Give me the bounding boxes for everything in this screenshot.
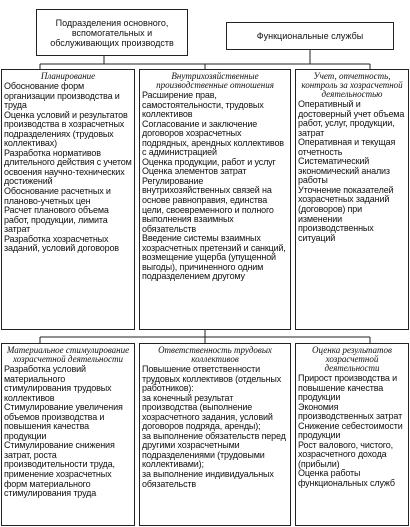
evaluation-item: Экономия производственных затрат [298, 401, 403, 422]
accounting-item: Систематический экономический анализ работы [298, 156, 390, 186]
box-accounting-control [295, 69, 409, 330]
incentives-item: Стимулирование увеличения объемов производства и повышения качества продукции [4, 402, 123, 441]
box-results-evaluation [295, 343, 409, 526]
planning-item: Обоснование форм организации производства и труда [4, 81, 120, 111]
top-box-functional-services-label: Функциональные службы [256, 31, 364, 41]
accounting-item: Оперативная и текущая отчетность [298, 137, 396, 157]
box-responsibility [139, 343, 291, 526]
box-material-incentives [1, 343, 135, 526]
responsibility-item: за выполнение индивидуальных обязательств [142, 469, 274, 489]
evaluation-item: Снижение себестоимости продукции [298, 420, 403, 441]
box-planning-title: Планирование [40, 71, 96, 81]
accounting-item: Уточнение показателей хозрасчетных заданий (договоров) при изменении производственных ситуаций [298, 184, 394, 243]
top-box-functional-services [226, 22, 394, 50]
evaluation-item: Оценка работы функциональных служб [298, 468, 395, 489]
internal-relations-item: Расширение прав, самостоятельности, трудовых коллективов [142, 90, 264, 120]
internal-relations-item: Регулирование внутрихозяйственных связей на основе равноправия, единства цели, своевременного и полного выполнения взаимных обязательств [142, 175, 274, 234]
evaluation-item: Прирост производства и повышение качества продукции [298, 373, 397, 403]
planning-item: Разработка нормативов длительного действия с учетом освоения научно-технических достижений [4, 147, 132, 187]
box-material-incentives-title: Материальное стимулирование хозрасчетной деятельности [6, 345, 130, 364]
box-results-evaluation-title: Оценка результатов хозрасчетной деятельности [312, 345, 392, 373]
evaluation-item: Рост валового, чистого, хозрасчетного дохода (прибыли) [298, 439, 393, 469]
internal-relations-item: Оценка продукции, работ и услуг [142, 156, 276, 167]
internal-relations-item: Введение системы взаимных хозрасчетных претензий и санкций, возмещение ущерба (упущенной выгоды), причиненного одним подразделением другому [142, 233, 286, 282]
accounting-item: Оперативный и достоверный учет объема работ, услуг, продукции, затрат [298, 99, 405, 138]
top-box-production-units [36, 9, 188, 56]
box-planning [1, 69, 135, 330]
responsibility-item: Повышение ответственности трудовых коллективов (отдельных работников): [142, 364, 282, 394]
box-internal-relations [139, 69, 291, 330]
box-internal-relations-title: Внутрихозяйственные производственные отношения [156, 71, 274, 90]
planning-item: Расчет планового объема работ, продукции, лимита затрат [4, 205, 109, 235]
internal-relations-item: Согласование и заключение договоров хозрасчетных подрядных, арендных коллективов с администрацией [142, 118, 284, 158]
responsibility-item: за конечный результат производства (выполнение хозрасчетного задания, условий договоров подряда, аренды); [142, 392, 273, 432]
responsibility-item: за выполнение обязательств перед другими хозрасчетными подразделениями (трудовыми коллективами); [142, 430, 286, 470]
planning-item: Обоснование расчетных и планово-учетных цен [4, 186, 111, 206]
top-box-production-units-label: Подразделения основного, вспомогательных и обслуживающих производств [50, 17, 174, 48]
box-accounting-control-title: Учет, отчетность, контроль за хозрасчетной деятельностью [301, 71, 403, 99]
internal-relations-item: Оценка элементов затрат [142, 166, 247, 177]
planning-item: Разработка хозрасчетных заданий, условий договоров [4, 233, 119, 254]
incentives-item: Стимулирование снижения затрат, роста производительности труда, применение хозрасчетных форм материального стимулирования труда [4, 440, 115, 499]
box-responsibility-title: Ответственность трудовых коллективов [158, 345, 272, 364]
incentives-item: Разработка условий материального стимулирования трудовых коллективов [4, 364, 112, 403]
planning-item: Оценка условий и результатов производства в хозрасчетных подразделениях (трудовых коллективах) [4, 109, 128, 149]
